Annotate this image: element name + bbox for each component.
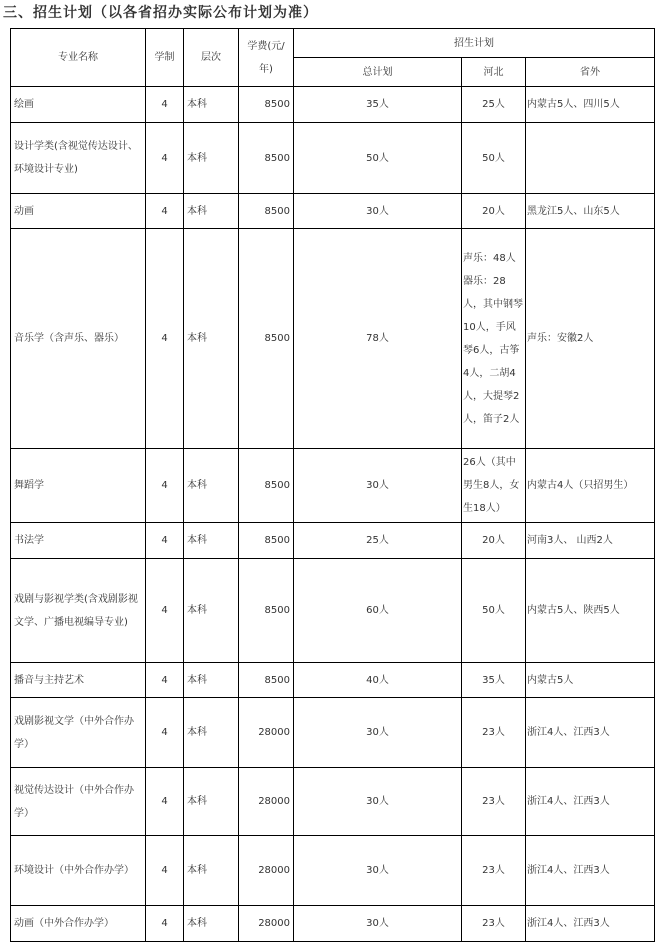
outside-cell: 声乐：安徽2人 [526, 229, 655, 449]
level-cell: 本科 [184, 123, 239, 194]
header-hebei: 河北 [462, 58, 526, 87]
years-cell: 4 [146, 229, 184, 449]
major-name: 环境设计（中外合作办学） [11, 836, 146, 906]
hebei-cell: 20人 [462, 194, 526, 229]
table-row [11, 698, 655, 768]
major-name: 动画（中外合作办学） [11, 906, 146, 942]
major-name: 视觉传达设计（中外合作办学） [11, 768, 146, 836]
header-level: 层次 [184, 29, 239, 87]
enrollment-plan-table [10, 28, 655, 942]
major-name: 戏剧与影视学类(含戏剧影视文学、广播电视编导专业) [11, 559, 146, 663]
major-name: 动画 [11, 194, 146, 229]
total-cell: 78人 [294, 229, 462, 449]
table-row [11, 229, 655, 449]
table-row [11, 836, 655, 906]
fee-cell: 8500 [239, 449, 294, 523]
level-cell: 本科 [184, 449, 239, 523]
hebei-cell: 23人 [462, 768, 526, 836]
total-cell: 40人 [294, 663, 462, 698]
hebei-cell: 25人 [462, 87, 526, 123]
fee-cell: 8500 [239, 559, 294, 663]
hebei-cell: 50人 [462, 123, 526, 194]
outside-cell: 内蒙古5人、陕西5人 [526, 559, 655, 663]
total-cell: 35人 [294, 87, 462, 123]
table-row [11, 768, 655, 836]
table-row [11, 559, 655, 663]
outside-cell: 黑龙江5人、山东5人 [526, 194, 655, 229]
major-name: 播音与主持艺术 [11, 663, 146, 698]
header-total: 总计划 [294, 58, 462, 87]
total-cell: 30人 [294, 836, 462, 906]
outside-cell: 内蒙古5人、四川5人 [526, 87, 655, 123]
outside-cell: 内蒙古4人（只招男生） [526, 449, 655, 523]
table-row [11, 87, 655, 123]
outside-cell: 浙江4人、江西3人 [526, 698, 655, 768]
years-cell: 4 [146, 559, 184, 663]
years-cell: 4 [146, 194, 184, 229]
hebei-cell: 23人 [462, 836, 526, 906]
outside-cell: 内蒙古5人 [526, 663, 655, 698]
level-cell: 本科 [184, 523, 239, 559]
outside-cell [526, 123, 655, 194]
total-cell: 30人 [294, 768, 462, 836]
table-header [11, 29, 655, 87]
header-fee: 学费(元/年) [239, 29, 294, 87]
years-cell: 4 [146, 123, 184, 194]
years-cell: 4 [146, 449, 184, 523]
major-name: 绘画 [11, 87, 146, 123]
header-years: 学制 [146, 29, 184, 87]
hebei-cell: 35人 [462, 663, 526, 698]
outside-cell: 河南3人、 山西2人 [526, 523, 655, 559]
total-cell: 25人 [294, 523, 462, 559]
total-cell: 30人 [294, 906, 462, 942]
major-name: 音乐学（含声乐、器乐） [11, 229, 146, 449]
table-row [11, 194, 655, 229]
total-cell: 30人 [294, 194, 462, 229]
fee-cell: 8500 [239, 523, 294, 559]
fee-cell: 8500 [239, 663, 294, 698]
outside-cell: 浙江4人、江西3人 [526, 836, 655, 906]
level-cell: 本科 [184, 698, 239, 768]
fee-cell: 28000 [239, 906, 294, 942]
level-cell: 本科 [184, 559, 239, 663]
level-cell: 本科 [184, 229, 239, 449]
fee-cell: 8500 [239, 123, 294, 194]
hebei-cell: 23人 [462, 906, 526, 942]
section-heading: 三、招生计划（以各省招办实际公布计划为准） [3, 5, 318, 21]
years-cell: 4 [146, 87, 184, 123]
level-cell: 本科 [184, 87, 239, 123]
level-cell: 本科 [184, 194, 239, 229]
years-cell: 4 [146, 906, 184, 942]
table-row [11, 123, 655, 194]
hebei-cell: 26人（其中男生8人，女生18人） [462, 449, 526, 523]
table-row [11, 906, 655, 942]
outside-cell: 浙江4人、江西3人 [526, 906, 655, 942]
years-cell: 4 [146, 663, 184, 698]
major-name: 设计学类(含视觉传达设计、环境设计专业) [11, 123, 146, 194]
fee-cell: 28000 [239, 836, 294, 906]
table-body [11, 87, 655, 942]
years-cell: 4 [146, 768, 184, 836]
fee-cell: 8500 [239, 194, 294, 229]
table-row [11, 523, 655, 559]
fee-cell: 8500 [239, 229, 294, 449]
years-cell: 4 [146, 836, 184, 906]
total-cell: 30人 [294, 449, 462, 523]
level-cell: 本科 [184, 836, 239, 906]
level-cell: 本科 [184, 768, 239, 836]
major-name: 戏剧影视文学（中外合作办学） [11, 698, 146, 768]
hebei-cell: 20人 [462, 523, 526, 559]
total-cell: 30人 [294, 698, 462, 768]
header-outside: 省外 [526, 58, 655, 87]
header-plan-group: 招生计划 [294, 29, 655, 58]
hebei-cell: 声乐：48人 器乐：28人，其中钢琴10人，手风琴6人，古筝4人，二胡4人，大提琴2人，笛子2人 [462, 229, 526, 449]
hebei-cell: 50人 [462, 559, 526, 663]
major-name: 舞蹈学 [11, 449, 146, 523]
total-cell: 60人 [294, 559, 462, 663]
fee-cell: 28000 [239, 768, 294, 836]
fee-cell: 8500 [239, 87, 294, 123]
table-row [11, 663, 655, 698]
total-cell: 50人 [294, 123, 462, 194]
years-cell: 4 [146, 523, 184, 559]
level-cell: 本科 [184, 663, 239, 698]
outside-cell: 浙江4人、江西3人 [526, 768, 655, 836]
major-name: 书法学 [11, 523, 146, 559]
header-major: 专业名称 [11, 29, 146, 87]
table-row [11, 449, 655, 523]
level-cell: 本科 [184, 906, 239, 942]
years-cell: 4 [146, 698, 184, 768]
fee-cell: 28000 [239, 698, 294, 768]
hebei-cell: 23人 [462, 698, 526, 768]
